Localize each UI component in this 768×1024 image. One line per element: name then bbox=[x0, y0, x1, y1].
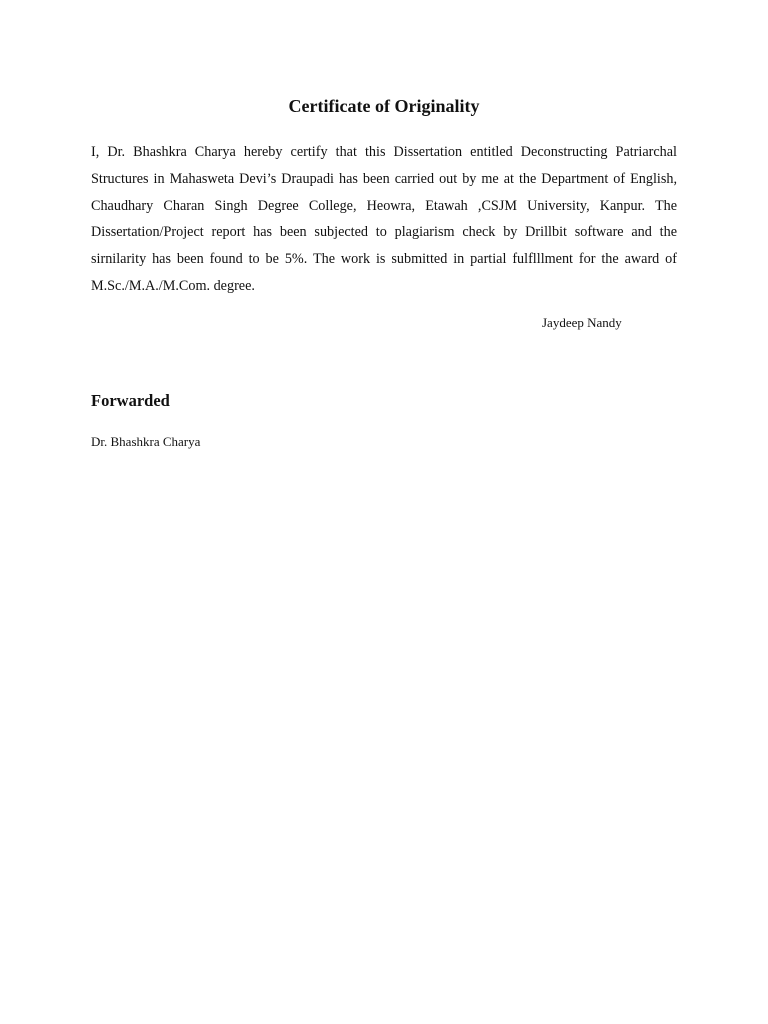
forwarding-supervisor-name: Dr. Bhashkra Charya bbox=[91, 434, 201, 449]
certificate-body: I, Dr. Bhashkra Charya hereby certify that this Dissertation entitled Deconstructing Patriarchal Structures in Mahasweta Devi’s Draupadi has been carried out by me at the Department of English, Chaudhary Charan Singh Degree College, Heowra, Etawah ,CSJM University, Kanpur. The Dissertation/Project report has been subjected to plagiarism check by Drillbit software and the sirnilarity has been found to be 5%. The work is submitted in partial fulflllment for the award of M.Sc./M.A./M.Com. degree. bbox=[91, 144, 677, 294]
student-signature-name: Jaydeep Nandy bbox=[542, 315, 622, 330]
certificate-title: Certificate of Originality bbox=[288, 96, 480, 116]
forwarded-heading: Forwarded bbox=[91, 391, 170, 410]
